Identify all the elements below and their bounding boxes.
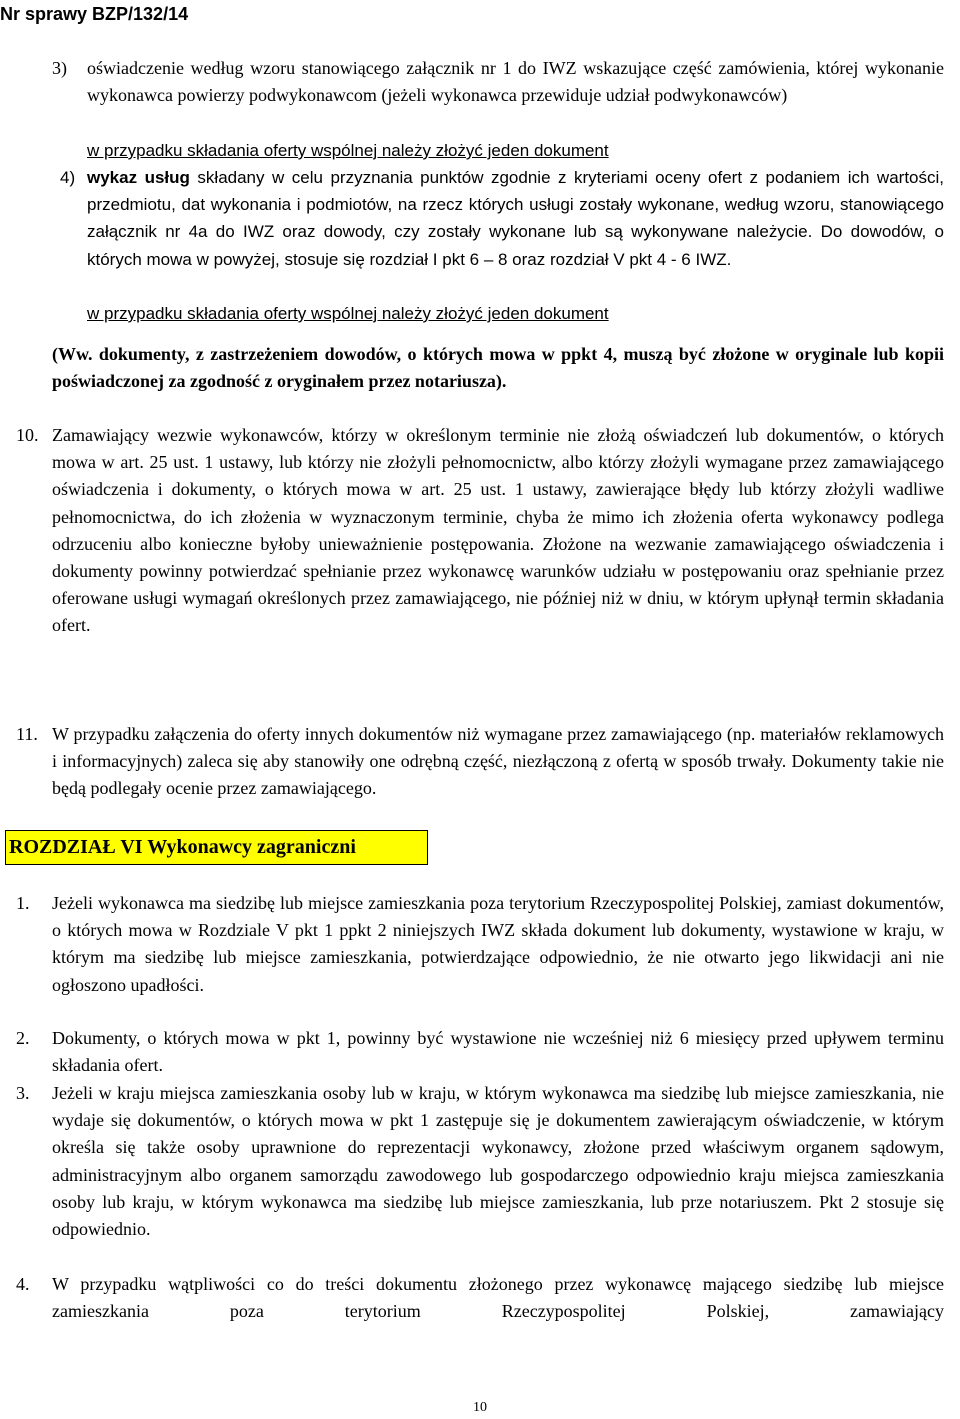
- chapter-point-1-text: Jeżeli wykonawca ma siedzibę lub miejsce zamieszkania poza terytorium Rzeczypospolitej Polskiej, zamiast dokumentów, o których mowa w Rozdziale V pkt 1 ppkt 2 niniejszych IWZ składa dokument lub dokumenty, wystawione w kraju, w którym ma siedzibę lub miejsce zamieszkania, potwierdzające odpowiednio, że nie otwarto jego likwidacji ani nie ogłoszono upadłości.: [52, 893, 944, 995]
- item-3-text: [87, 55, 944, 109]
- point-11-text: W przypadku załączenia do oferty innych dokumentów niż wymagane przez zamawiającego (np. materiałów reklamowych i informacyjnych) zaleca się aby stanowiły one odrębną część, niezłączoną z ofertą w sposób trwały. Dokumenty takie nie będą podlegały ocenie przez zamawiającego.: [52, 724, 944, 799]
- chapter-title: ROZDZIAŁ VI Wykonawcy zagraniczni: [9, 836, 356, 858]
- chapter-point-4-text: W przypadku wątpliwości co do treści dokumentu złożonego przez wykonawcę mającego siedzibę lub miejsce zamieszkania poza terytorium Rzeczypospolitej Polskiej, zamawiający: [52, 1274, 944, 1322]
- chapter-point-1-number: 1.: [16, 893, 30, 913]
- item-3-note: w przypadku składania oferty wspólnej należy złożyć jeden dokument: [87, 141, 609, 160]
- chapter-point-2-number: 2.: [16, 1028, 30, 1048]
- item-4-text: [87, 164, 944, 273]
- item-4-body: składany w celu przyznania punktów zgodnie z kryteriami oceny ofert z podaniem ich wartości, przedmiotu, dat wykonania i podmiotów, na rzecz których usługi zostały wykonane, według wzoru, stanowiącego załącznik nr 4a do IWZ oraz dowody, czy zostały wykonane lub są wykonywane należycie. Do dowodów, o których mowa w powyżej, stosuje się rozdział I pkt 6 – 8 oraz rozdział V pkt 4 - 6 IWZ.: [87, 168, 945, 269]
- point-10-text: Zamawiający wezwie wykonawców, którzy w określonym terminie nie złożą oświadczeń lub dokumentów, o których mowa w art. 25 ust. 1 ustawy, lub którzy nie złożyli pełnomocnictw, albo którzy złożyli wymagane przez zamawiającego oświadczenia i dokumenty, o których mowa w art. 25 ust. 1 ustawy, zawierające błędy lub którzy złożyli wadliwe pełnomocnictwa, do ich złożenia w wyznaczonym terminie, chyba że mimo ich złożenia oferta wykonawcy podlega odrzuceniu albo konieczne byłoby unieważnienie postępowania. Złożone na wezwanie zamawiającego oświadczenia i dokumenty powinny potwierdzać spełnianie przez wykonawcę warunków udziału w postępowaniu oraz spełnianie przez oferowane usługi wymagań określonych przez zamawiającego, nie później niż w dniu, w którym upłynął termin składania ofert.: [52, 425, 944, 636]
- item-3-body: oświadczenie według wzoru stanowiącego załącznik nr 1 do IWZ wskazujące część zamówienia, której wykonanie wykonawca powierzy podwykonawcom (jeżeli wykonawca przewiduje udział podwykonawców): [87, 58, 944, 106]
- point-10-number: 10.: [16, 425, 39, 445]
- chapter-point-2-text: Dokumenty, o których mowa w pkt 1, powinny być wystawione nie wcześniej niż 6 miesięcy przed upływem terminu składania ofert.: [52, 1028, 944, 1076]
- chapter-point-3-text: Jeżeli w kraju miejsca zamieszkania osoby lub w kraju, w którym wykonawca ma siedzibę lub miejsce zamieszkania, nie wydaje się dokumentów, o których mowa w pkt 1 zastępuje się je dokumentem zawierającym oświadczenie, w którym określa się także osoby uprawnione do reprezentacji wykonawcy, złożone przed właściwym organem sądowym, administracyjnym albo organem samorządu zawodowego lub gospodarczego odpowiednio kraju miejsca zamieszkania osoby lub kraju, w którym wykonawca ma siedzibę lub miejsce zamieszkania, lub prze notariuszem. Pkt 2 stosuje się odpowiednio.: [52, 1083, 944, 1240]
- case-number-header: Nr sprawy BZP/132/14: [0, 4, 189, 24]
- item-4-lead: wykaz usług: [87, 168, 190, 187]
- item-3-number: 3): [52, 58, 67, 78]
- chapter-point-4-number: 4.: [16, 1274, 30, 1294]
- chapter-point-3-number: 3.: [16, 1083, 30, 1103]
- item-4-number: 4): [60, 168, 76, 187]
- page-number: 10: [473, 1400, 487, 1415]
- point-11-number: 11.: [16, 724, 38, 744]
- chapter-heading: [5, 830, 428, 865]
- item-4-note: w przypadku składania oferty wspólnej należy złożyć jeden dokument: [87, 304, 609, 323]
- bold-notice: (Ww. dokumenty, z zastrzeżeniem dowodów, o których mowa w ppkt 4, muszą być złożone w oryginale lub kopii poświadczonej za zgodność z oryginałem przez notariusza).: [52, 344, 944, 392]
